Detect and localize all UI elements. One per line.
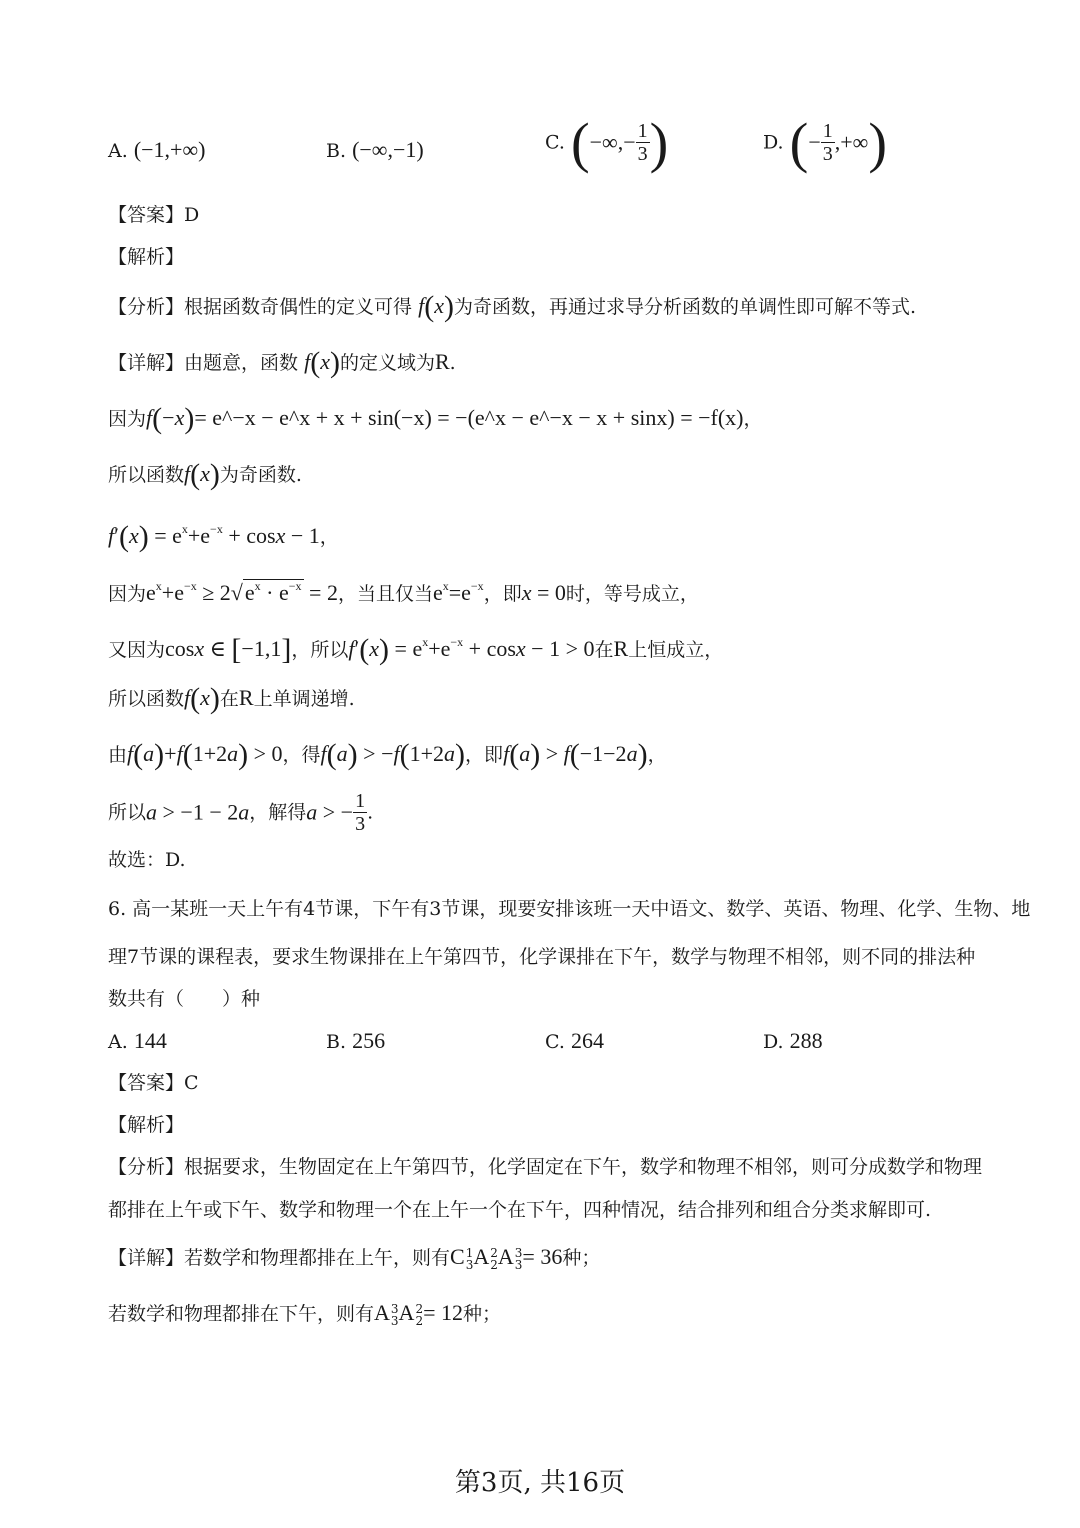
q5-detail-1: 【详解】由题意，函数 f(x)的定义域为R. — [108, 346, 456, 379]
q5-choice: 故选：D. — [108, 849, 186, 871]
q6-fenxi-1: 【分析】根据要求，生物固定在上午第四节，化学固定在下午，数学和物理不相邻，则可分成数学和物理 — [108, 1156, 983, 1178]
q6-option-c: C. 264 — [545, 1028, 604, 1053]
q5-option-b: B. (−∞,−1) — [326, 137, 424, 162]
q5-detail-4: $f'(x) = e^x+e^{-x} + \cos x - 1$， — [108, 520, 339, 553]
q5-analysis-label: 【解析】 — [108, 246, 185, 268]
q5-detail-2: 因为f(−x)= e^−x − e^x + x + sin(−x) = −(e^x − e^−x − x + sinx) = −f(x)， — [108, 402, 763, 435]
q5-detail-6: 又因为cosx ∈ [−1,1]，所以$f'(x) = e^x+e^{-x} + \cos x - 1 > 0$在R上恒成立， — [108, 633, 724, 666]
q6-option-b: B. 256 — [326, 1028, 386, 1053]
q5-option-c: C. (−∞,− $\frac{1}{3}$ ) — [545, 112, 669, 175]
q5-detail-5: 因为$e^x+e^{-x} \ge 2√e^x \cdot e^{-x} = 2$，当且仅当$e^x=e^{-x}$，即x = 0时，等号成立， — [108, 579, 699, 605]
q6-stem-2: 理7节课的课程表，要求生物课排在上午第四节，化学课排在下午，数学与物理不相邻，则不同的排法种 — [108, 946, 976, 968]
q6-option-a: A. 144 — [108, 1028, 167, 1053]
q6-stem-3: 数共有（ ）种 — [108, 988, 261, 1010]
q5-detail-8: 由f(a)+f(1+2a) > 0，得f(a) > −f(1+2a)，即f(a) > f(−1−2a)， — [108, 738, 667, 771]
page-footer: 第3页, 共16页 — [454, 1468, 626, 1498]
q5-option-a: A. (−1,+∞) — [108, 137, 206, 162]
q5-fenxi: 【分析】根据函数奇偶性的定义可得 f(x)为奇函数，再通过求导分析函数的单调性即可解不等式. — [108, 290, 917, 323]
q5-detail-7: 所以函数f(x)在R上单调递增. — [108, 682, 355, 715]
q6-answer: 【答案】C — [108, 1072, 199, 1094]
q5-answer: 【答案】D — [108, 204, 200, 226]
q6-analysis-label: 【解析】 — [108, 1114, 185, 1136]
q6-fenxi-2: 都排在上午或下午、数学和物理一个在上午一个在下午，四种情况，结合排列和组合分类求解即可. — [108, 1199, 932, 1221]
q6-detail-2: 若数学和物理都排在下午，则有A 3 3 A 2 2 = 12种； — [108, 1300, 502, 1328]
q6-option-d: D. 288 — [763, 1028, 823, 1053]
q6-stem-1: 6. 高一某班一天上午有4节课，下午有3节课，现要安排该班一天中语文、数学、英语、物理、化学、生物、地 — [108, 898, 1031, 920]
q6-detail-1: 【详解】若数学和物理都排在上午，则有C 1 3 A 2 2 A 3 3 = 36种； — [108, 1244, 601, 1272]
q5-detail-3: 所以函数f(x)为奇函数. — [108, 458, 302, 491]
q5-option-d: D. (− $\frac{1}{3}$ ,+∞) — [763, 112, 887, 175]
q5-detail-9: 所以a > −1 − 2a，解得a > − $\frac{1}{3}$ . — [108, 790, 374, 835]
